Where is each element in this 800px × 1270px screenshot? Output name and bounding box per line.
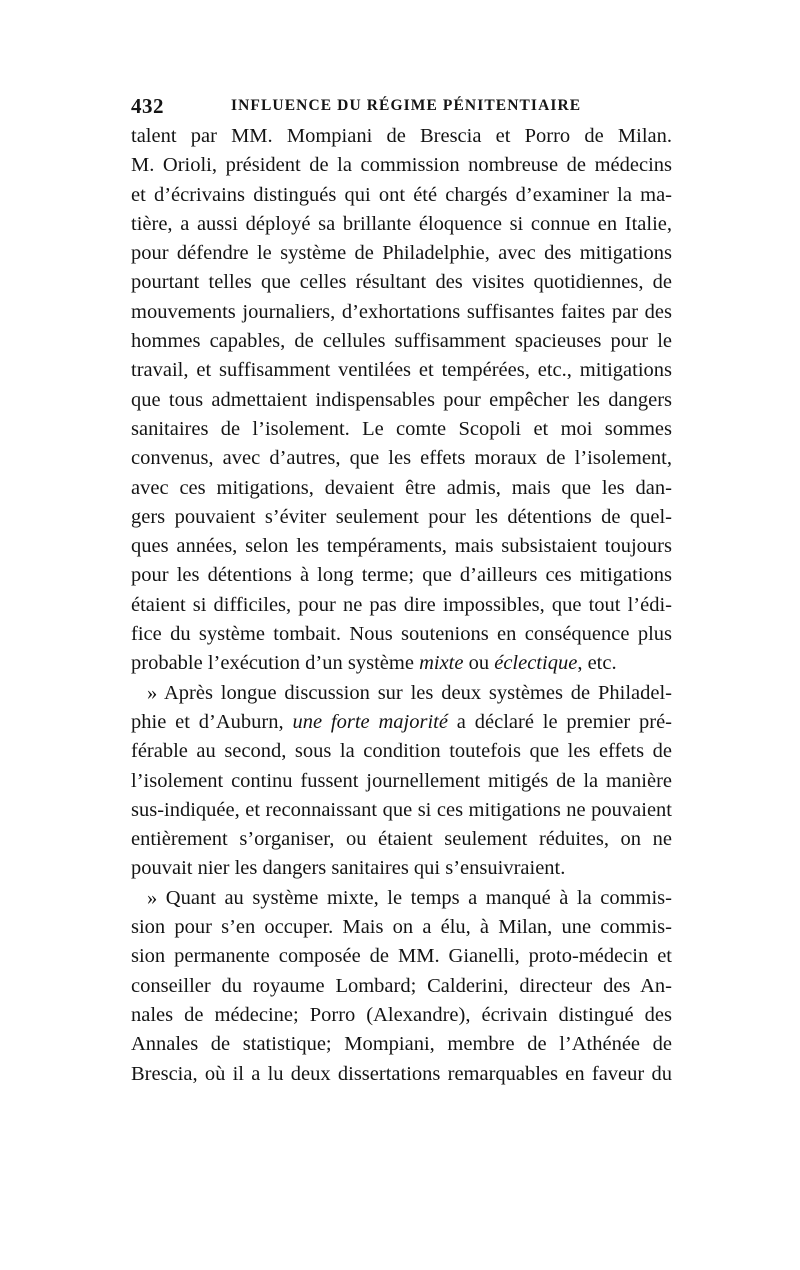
text-line: sus-indiquée, et reconnaissant que si ces mitigations ne pouvaient [131, 798, 672, 821]
page-number: 432 [131, 94, 164, 118]
text-line: pourtant telles que celles résultant des visites quotidiennes, de [131, 271, 672, 294]
text-line: » Après longue discussion sur les deux systèmes de Philadel- [147, 681, 672, 704]
text-line: avec ces mitigations, devaient être admis, mais que les dan- [131, 476, 672, 499]
text-line [131, 708, 672, 737]
text-line: étaient si difficiles, pour ne pas dire impossibles, que tout l’édi- [131, 593, 672, 616]
text-line: sion permanente composée de MM. Gianelli, proto-médecin et [131, 945, 672, 968]
text-run: probable l’exécution d’un système [131, 652, 420, 675]
text-line: que tous admettaient indispensables pour empêcher les dangers [131, 388, 672, 411]
text-line: conseiller du royaume Lombard; Calderini, directeur des An- [131, 974, 672, 997]
text-line [131, 649, 672, 678]
text-line: M. Orioli, président de la commission nombreuse de médecins [131, 154, 672, 177]
text-line: tière, a aussi déployé sa brillante éloquence si connue en Italie, [131, 212, 672, 235]
text-run: , etc. [577, 652, 617, 675]
text-line: l’isolement continu fussent journellement mitigés de la manière [131, 769, 672, 792]
text-line: et d’écrivains distingués qui ont été chargés d’examiner la ma- [131, 183, 672, 206]
text-line: Brescia, où il a lu deux dissertations remarquables en faveur du [131, 1062, 672, 1085]
text-run: ou [463, 652, 495, 675]
text-line: ques années, selon les tempéraments, mais subsistaient toujours [131, 535, 672, 558]
text-line: sion pour s’en occuper. Mais on a élu, à Milan, une commis- [131, 916, 672, 939]
text-line: convenus, avec d’autres, que les effets moraux de l’isolement, [131, 447, 672, 470]
text-run: phie et d’Auburn, [131, 710, 293, 733]
text-line: travail, et suffisamment ventilées et tempérées, etc., mitigations [131, 359, 672, 382]
text-line: talent par MM. Mompiani de Brescia et Porro de Milan. [131, 125, 672, 147]
text-line: mouvements journaliers, d’exhortations suffisantes faites par des [131, 300, 672, 323]
text-line: pouvait nier les dangers sanitaires qui s’ensuivraient. [131, 857, 566, 880]
text-line: Annales de statistique; Mompiani, membre de l’Athénée de [131, 1033, 672, 1056]
text-line: pour les détentions à long terme; que d’ailleurs ces mitigations [131, 564, 672, 587]
text-line: pour défendre le système de Philadelphie, avec des mitigations [131, 242, 672, 265]
text-line: » Quant au système mixte, le temps a manqué à la commis- [147, 886, 672, 909]
text-line: férable au second, sous la condition toutefois que les effets de [131, 740, 672, 763]
italic-term: mixte [419, 652, 464, 675]
italic-term: une forte majorité [292, 710, 448, 733]
text-line: fice du système tombait. Nous soutenions en conséquence plus [131, 623, 672, 646]
text-line: entièrement s’organiser, ou étaient seulement réduites, on ne [131, 828, 672, 851]
text-run: a déclaré le premier pré- [447, 710, 672, 733]
italic-term: éclectique [494, 652, 578, 675]
running-head: INFLUENCE DU RÉGIME PÉNITENTIAIRE [231, 97, 582, 114]
text-line: hommes capables, de cellules suffisamment spacieuses pour le [131, 330, 672, 353]
text-line: sanitaires de l’isolement. Le comte Scopoli et moi sommes [131, 417, 672, 440]
page-header [131, 94, 671, 122]
text-line: nales de médecine; Porro (Alexandre), écrivain distingué des [131, 1003, 672, 1026]
text-line: gers pouvaient s’éviter seulement pour les détentions de quel- [131, 505, 672, 528]
body-text [131, 122, 672, 1089]
